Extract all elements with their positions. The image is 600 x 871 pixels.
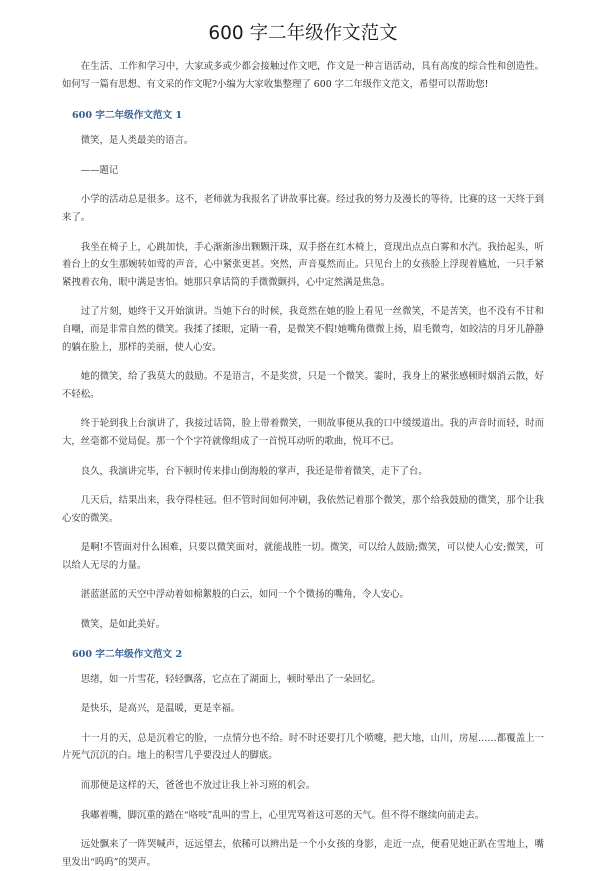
paragraph: 微笑，是如此美好。: [80, 619, 166, 631]
paragraph: 她的微笑，给了我莫大的鼓励。不是语言，不是奖赏，只是一个微笑。霎时，我身上的紧张感顿时烟消云散，好不轻松。: [62, 371, 544, 400]
paragraph: 几天后，结果出来，我夺得桂冠。但不管时间如何冲刷，我依然记着那个微笑，那个给我鼓励的微笑，那个让我心安的微笑。: [62, 495, 544, 524]
paragraph: 过了片刻，她终于又开始演讲。当她下台的时候，我竟然在她的脸上看见一丝微笑，不是苦笑，也不没有不甘和自嘲，而是非常自然的微笑。我揉了揉眼，定睛一看，是微笑不假!她嘴角微微上扬，眉毛微弯，如皎洁的月牙儿静静的躺在脸上，那样的美丽，使人心安。: [62, 306, 544, 353]
paragraph: 良久，我演讲完毕，台下顿时传来排山倒海般的掌声，我还是带着微笑，走下了台。: [80, 465, 428, 477]
intro-paragraph: 在生活、工作和学习中，大家或多或少都会接触过作文吧，作文是一种言语活动，具有高度的综合性和创造性。如何写一篇有思想、有文采的作文呢?小编为大家收集整理了 600 字二年级作文范文，希望可以帮助您!: [62, 61, 544, 90]
section-heading-1: 600 字二年级作文范文 1: [72, 110, 183, 122]
paragraph: 思绪，如一片雪花，轻轻飘落，它点在了湖面上，顿时晕出了一朵回忆。: [80, 673, 381, 685]
paragraph: 十一月的天，总是沉着它的脸，一点情分也不给。时不时还要打几个喷嚏，把大地，山川，房屋……都覆盖上一片死气沉沉的白。地上的积雪几乎要没过人的脚底。: [62, 732, 544, 762]
paragraph: 小学的活动总是很多。这不，老师就为我报名了讲故事比赛。经过我的努力及漫长的等待，比赛的这一天终于到来了。: [62, 194, 544, 223]
paragraph: 我嘟着嘴，脚沉重的踏在“咯吱”乱叫的雪上，心里咒骂着这可恶的天气。但不得不继续向前走去。: [80, 809, 485, 821]
paragraph: 湛蓝湛蓝的天空中浮动着如棉絮般的白云，如同一个个微扬的嘴角，令人安心。: [80, 589, 409, 601]
section-heading-2: 600 字二年级作文范文 2: [72, 648, 183, 660]
paragraph: 是快乐，是高兴，是温暖，更是幸福。: [80, 703, 241, 715]
paragraph: 是啊!不管面对什么困难，只要以微笑面对，就能战胜一切。微笑，可以给人鼓励;微笑，可以使人心安;微笑，可以给人无尽的力量。: [62, 542, 544, 571]
paragraph: 终于轮到我上台演讲了，我接过话筒，脸上带着微笑，一则故事便从我的口中缓缓道出。我的声音时而轻，时而大，丝毫都不觉局促。那一个个字符就像组成了一首悦耳动听的歌曲，悦耳不已。: [62, 418, 544, 447]
paragraph: 远处飘来了一阵哭喊声，远远望去，依稀可以辨出是一个小女孩的身影，走近一点，便看见她正趴在雪地上，嘴里发出“呜呜”的哭声。: [62, 839, 544, 868]
document-title: 600 字二年级作文范文: [208, 23, 398, 44]
paragraph: 而那便是这样的天，爸爸也不放过让我上补习班的机会。: [80, 780, 316, 792]
epigraph-attribution: ——题记: [80, 164, 119, 176]
paragraph: 我坐在椅子上，心跳加快，手心渐渐渗出颗颗汗珠，双手搭在红木椅上，竟现出点点白雾和水汽。我抬起头，听着台上的女生那婉转如莺的声音，心中紧张更甚。突然，声音戛然而止。只见台上的女孩脸上浮现着尴尬，一只手紧紧拽着衣角，眼中满是害怕。她那只拿话筒的手微微颤抖，心中定然满是焦急。: [62, 241, 544, 288]
paragraph: 微笑，是人类最美的语言。: [80, 135, 194, 147]
